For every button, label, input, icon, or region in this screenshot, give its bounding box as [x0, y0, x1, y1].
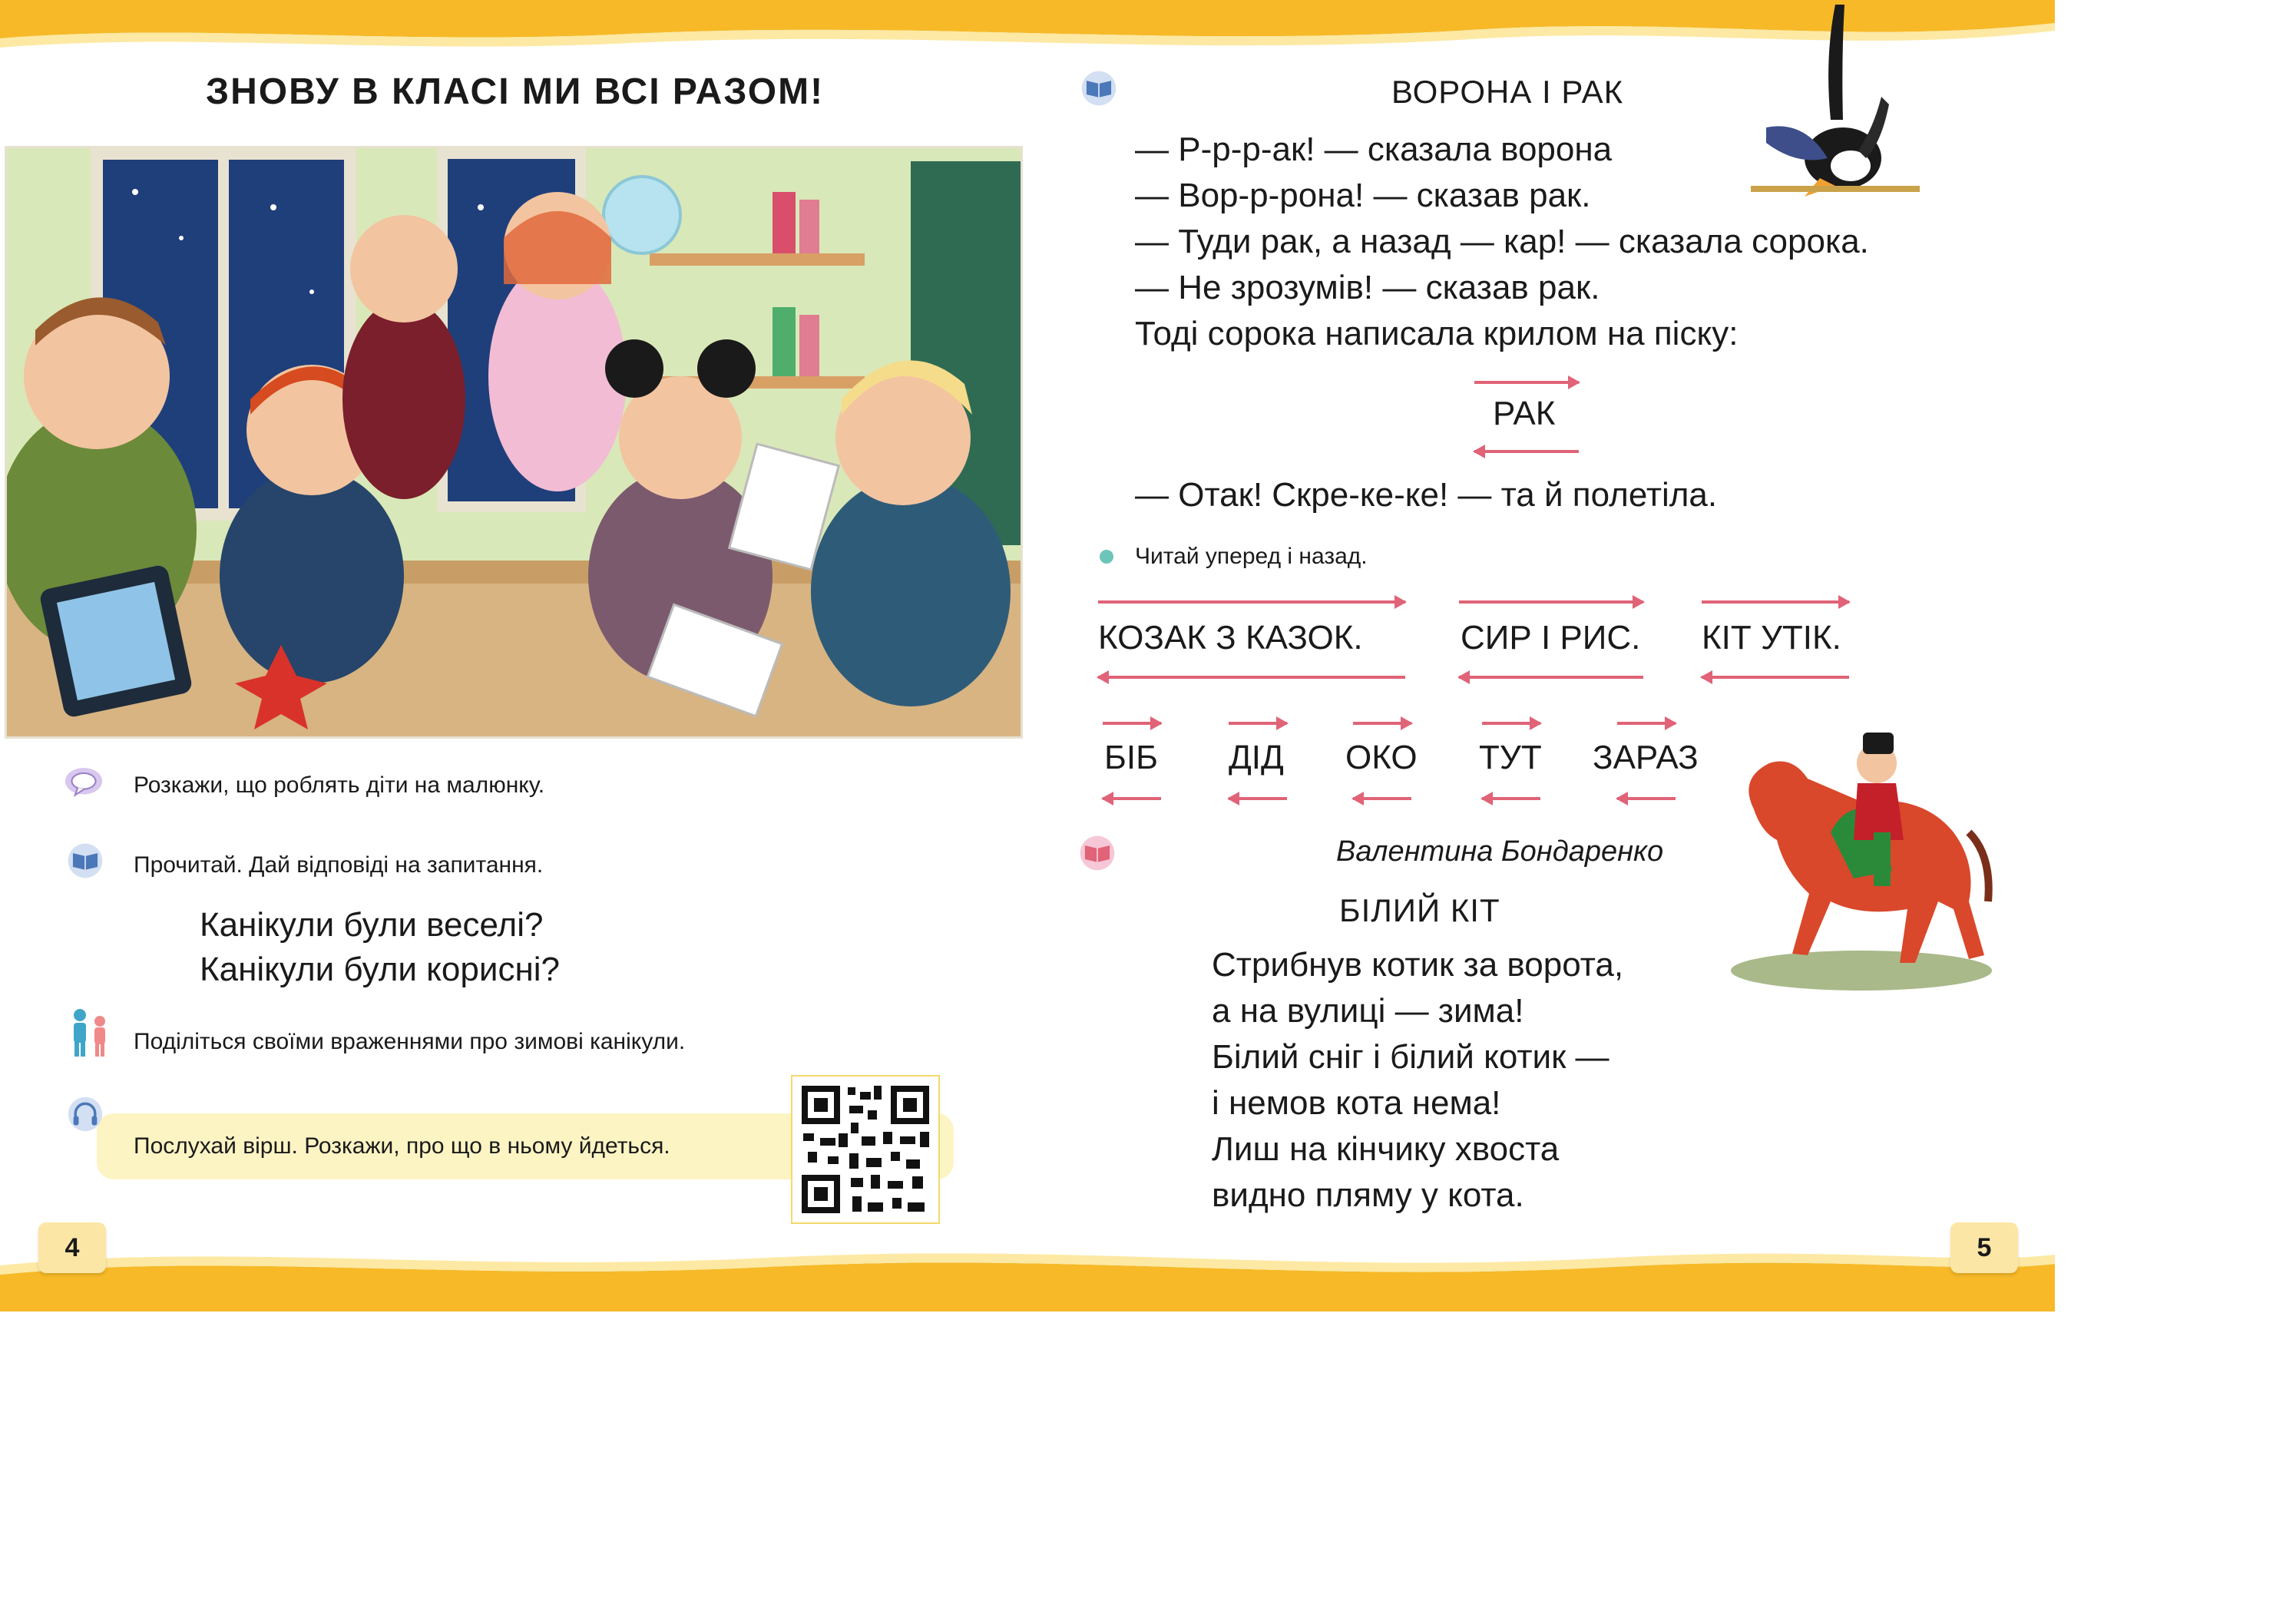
bullet-dot: [1100, 550, 1113, 564]
word-rak: РАК: [1493, 395, 1556, 432]
palindrome-word-2: ДІД: [1229, 739, 1284, 776]
arrow-right: [1103, 722, 1161, 725]
qr-code[interactable]: [791, 1075, 940, 1224]
story-line-5: Тоді сорока написала крилом на піску:: [1135, 315, 1739, 352]
read-instruction: Читай уперед і назад.: [1135, 544, 1368, 569]
arrow-left: [1459, 676, 1643, 679]
story-final-line: — Отак! Скре-ке-ке! — та й полетіла.: [1135, 476, 1718, 514]
headphones-icon: [66, 1096, 104, 1132]
arrow-left: [1353, 797, 1411, 800]
arrow-left: [1474, 450, 1579, 453]
story-line-4: — Не зрозумів! — сказав рак.: [1135, 269, 1600, 306]
poem-author: Валентина Бондаренко: [1336, 835, 1664, 868]
arrow-left: [1229, 797, 1287, 800]
arrow-right: [1617, 722, 1676, 725]
arrow-right: [1098, 600, 1405, 604]
arrow-left: [1617, 797, 1676, 800]
book-icon: [1078, 835, 1117, 871]
instruction-listen: Послухай вірш. Розкажи, про що в ньому йдеться.: [134, 1133, 670, 1159]
instruction-share: Поділіться своїми враженнями про зимові канікули.: [134, 1029, 686, 1054]
question-1: Канікули були веселі?: [200, 906, 544, 944]
arrow-right: [1229, 722, 1287, 725]
speech-bubble-icon: [65, 765, 103, 800]
arrow-right: [1353, 722, 1411, 725]
palindrome-word-3: ОКО: [1345, 739, 1418, 776]
arrow-left: [1482, 797, 1540, 800]
poem-line-5: Лиш на кінчику хвоста: [1212, 1130, 1560, 1168]
page-number-left: 4: [38, 1222, 106, 1273]
instruction-read: Прочитай. Дай відповіді на запитання.: [134, 852, 544, 878]
arrow-left: [1702, 676, 1849, 679]
arrow-right: [1702, 600, 1849, 604]
arrow-right: [1482, 722, 1540, 725]
poem-title: БІЛИЙ КІТ: [1339, 892, 1500, 928]
story-line-2: — Вор-р-рона! — сказав рак.: [1135, 177, 1591, 214]
palindrome-word-4: ТУТ: [1479, 739, 1542, 776]
page-number-right: 5: [1950, 1222, 2018, 1273]
arrow-left: [1103, 797, 1161, 800]
page-title: ЗНОВУ В КЛАСІ МИ ВСІ РАЗОМ!: [206, 71, 825, 112]
people-icon: [65, 1007, 115, 1058]
story-title: ВОРОНА І РАК: [1391, 74, 1624, 110]
bottom-wave-decoration: [0, 1229, 2055, 1311]
arrow-left: [1098, 676, 1405, 679]
cossack-horseman-illustration: [1723, 709, 2000, 994]
palindrome-word-5: ЗАРАЗ: [1593, 739, 1699, 776]
instruction-tell: Розкажи, що роблять діти на малюнку.: [134, 772, 545, 798]
book-icon: [66, 843, 104, 878]
poem-line-2: а на вулиці — зима!: [1212, 992, 1524, 1030]
story-line-3: — Туди рак, а назад — кар! — сказала сорока.: [1135, 223, 1869, 260]
palindrome-word-1: БІБ: [1104, 739, 1158, 776]
book-icon: [1080, 71, 1118, 106]
palindrome-phrase-1: КОЗАК З КАЗОК.: [1098, 619, 1363, 657]
poem-line-6: видно пляму у кота.: [1212, 1176, 1524, 1214]
palindrome-phrase-3: КІТ УТІК.: [1702, 619, 1841, 657]
question-2: Канікули були корисні?: [200, 951, 560, 988]
palindrome-phrase-2: СИР І РИС.: [1461, 619, 1641, 657]
magpie-illustration: [1735, 5, 1927, 206]
poem-line-1: Стрибнув котик за ворота,: [1212, 946, 1624, 984]
classroom-illustration: [5, 146, 1023, 739]
poem-line-3: Білий сніг і білий котик —: [1212, 1038, 1610, 1076]
arrow-right: [1474, 381, 1579, 384]
arrow-right: [1459, 600, 1643, 604]
poem-line-4: і немов кота нема!: [1212, 1084, 1501, 1122]
story-line-1: — Р-р-р-ак! — сказала ворона: [1135, 131, 1613, 168]
